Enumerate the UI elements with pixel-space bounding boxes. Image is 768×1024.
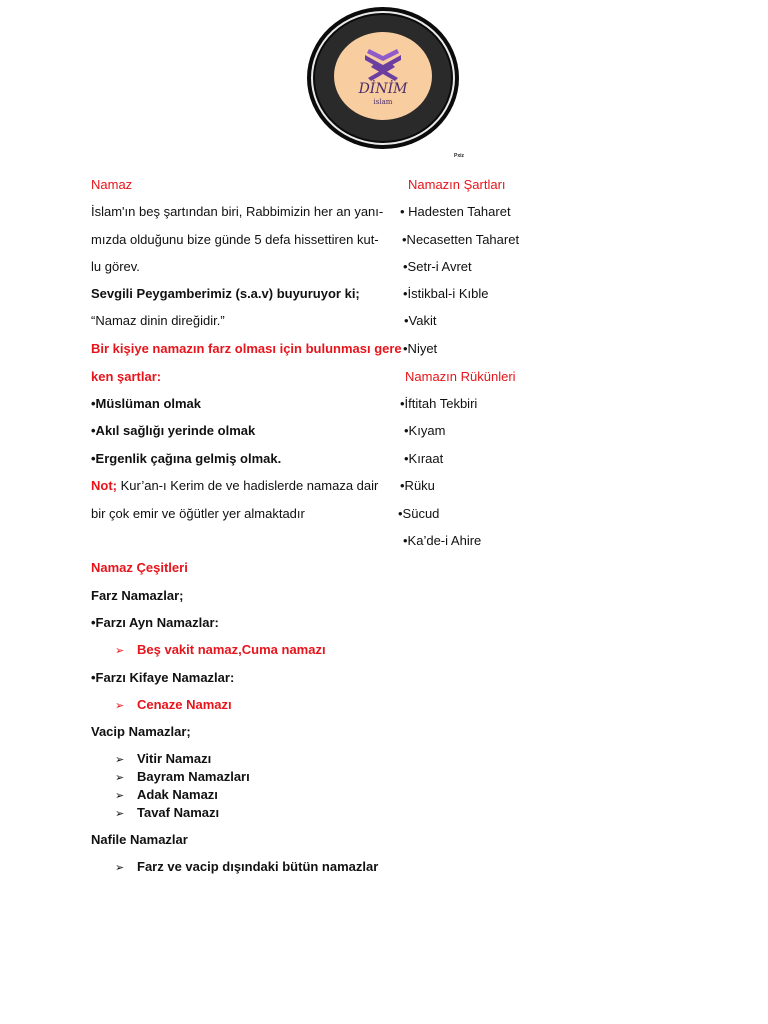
intro-line-3: lu görev.: [91, 259, 140, 274]
vacip-item: ➢ Adak Namazı: [115, 786, 218, 805]
rukunler-heading: Namazın Rükünleri: [405, 369, 516, 384]
rukun-item: •Rüku: [400, 478, 435, 493]
rukun-item: •Kıyam: [404, 423, 446, 438]
nafile-item: ➢ Farz ve vacip dışındaki bütün namazlar: [115, 858, 378, 877]
arrow-bullet-icon: ➢: [115, 645, 125, 657]
condition-item: •Akıl sağlığı yerinde olmak: [91, 423, 256, 438]
vacip-item: ➢ Vitir Namazı: [115, 750, 211, 769]
intro-line-2: mızda olduğunu bize günde 5 defa hissettiren kut-: [91, 232, 379, 247]
namaz-heading: Namaz: [91, 177, 133, 192]
condition-item: •Ergenlik çağına gelmiş olmak.: [91, 451, 282, 466]
arrow-bullet-icon: ➢: [115, 772, 125, 784]
sart-item: •Vakit: [404, 313, 437, 328]
arrow-bullet-icon: ➢: [115, 808, 125, 820]
sartlar-heading: Namazın Şartları: [408, 177, 506, 192]
sart-item: •Setr-i Avret: [403, 259, 472, 274]
rukun-item: •Sücud: [398, 506, 440, 521]
rukun-item: •Kıraat: [404, 451, 444, 466]
conditions-heading-line-1: Bir kişiye namazın farz olması için bulunması gere: [91, 341, 402, 356]
condition-item: •Müslüman olmak: [91, 396, 202, 411]
rukun-item: •İftitah Tekbiri: [400, 396, 478, 411]
note-text: Kur’an-ı Kerim de ve hadislerde namaza dair: [120, 478, 379, 493]
note-line-2: bir çok emir ve öğütler yer almaktadır: [91, 506, 305, 521]
arrow-bullet-icon: ➢: [115, 862, 125, 874]
farzi-ayn-item: ➢ Beş vakit namaz,Cuma namazı: [115, 641, 326, 660]
note-line-1: [91, 477, 378, 494]
vacip-heading: Vacip Namazlar;: [91, 724, 191, 739]
dinim-islam-logo: [305, 5, 461, 151]
farzi-kifaye-heading: •Farzı Kifaye Namazlar:: [91, 670, 235, 685]
sart-item: •Niyet: [403, 341, 438, 356]
vacip-item: ➢ Bayram Namazları: [115, 768, 250, 787]
farz-heading: Farz Namazlar;: [91, 588, 184, 603]
sart-item: • Hadesten Taharet: [400, 204, 511, 219]
farzi-kifaye-item: ➢ Cenaze Namazı: [115, 696, 232, 715]
sart-item: •İstikbal-i Kıble: [403, 286, 489, 301]
hadith-intro: Sevgili Peygamberimiz (s.a.v) buyuruyor ki;: [91, 286, 360, 301]
conditions-heading-line-2: ken şartlar:: [91, 369, 162, 384]
rukun-item: •Ka’de-i Ahire: [403, 533, 482, 548]
types-heading: Namaz Çeşitleri: [91, 560, 188, 575]
farzi-ayn-heading: •Farzı Ayn Namazlar:: [91, 615, 219, 630]
svg-text:DİNİM: DİNİM: [358, 81, 408, 97]
sart-item: •Necasetten Taharet: [402, 232, 520, 247]
svg-text:islam: islam: [373, 98, 393, 106]
arrow-bullet-icon: ➢: [115, 754, 125, 766]
intro-line-1: İslam'ın beş şartından biri, Rabbimizin her an yanı-: [91, 204, 384, 219]
arrow-bullet-icon: ➢: [115, 790, 125, 802]
nafile-heading: Nafile Namazlar: [91, 832, 188, 847]
arrow-bullet-icon: ➢: [115, 700, 125, 712]
logo-credit: Pxiz: [454, 153, 465, 159]
vacip-item: ➢ Tavaf Namazı: [115, 804, 219, 823]
hadith-quote: “Namaz dinin direğidir.”: [91, 313, 225, 328]
note-label: Not;: [91, 478, 117, 493]
